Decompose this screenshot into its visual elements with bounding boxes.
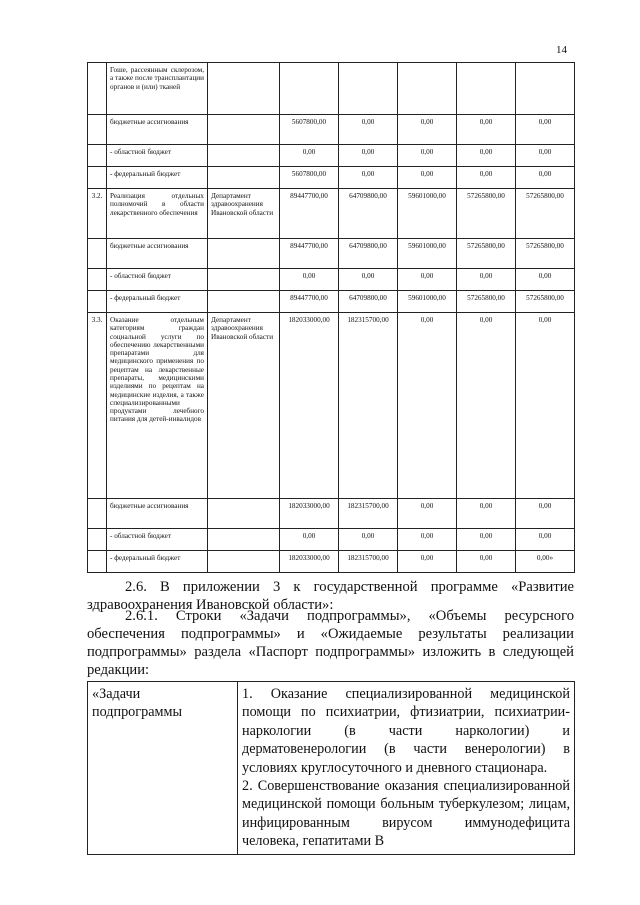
row-value: 59601000,00: [398, 291, 457, 313]
row-value: 57265800,00: [516, 189, 575, 239]
row-value: 182033000,00: [280, 313, 339, 499]
paragraph-2-6-1: 2.6.1. Строки «Задачи подпрограммы», «Объемы ресурсного обеспечения подпрограммы» и «Ожидаемые результаты реализации подпрограммы» раздела «Паспорт подпрограммы» изложить в следующей редакции:: [87, 608, 574, 678]
row-value: 59601000,00: [398, 239, 457, 269]
row-number: [88, 551, 107, 573]
row-value: 0,00: [457, 145, 516, 167]
tasks-content: [238, 682, 575, 855]
row-value: 0,00: [516, 145, 575, 167]
row-name: бюджетные ассигнования: [107, 239, 208, 269]
row-number: [88, 239, 107, 269]
row-name: - федеральный бюджет: [107, 551, 208, 573]
row-number: [88, 63, 107, 115]
row-value: 0,00: [457, 313, 516, 499]
row-value: 0,00: [339, 115, 398, 145]
row-value: 0,00: [516, 269, 575, 291]
row-value: 57265800,00: [516, 291, 575, 313]
row-value: 182315700,00: [339, 499, 398, 529]
row-value: [516, 63, 575, 115]
row-number: [88, 167, 107, 189]
row-number: [88, 115, 107, 145]
row-value: 0,00: [516, 529, 575, 551]
row-value: 89447700,00: [280, 189, 339, 239]
funding-table: [87, 62, 575, 573]
row-value: 0,00: [457, 115, 516, 145]
row-number: [88, 499, 107, 529]
row-executor: [208, 239, 280, 269]
row-value: [457, 63, 516, 115]
row-number: [88, 529, 107, 551]
row-value: 0,00: [516, 115, 575, 145]
row-value: 0,00: [457, 551, 516, 573]
table-row: [88, 529, 575, 551]
row-value: [280, 63, 339, 115]
row-executor: [208, 551, 280, 573]
table-row: [88, 115, 575, 145]
row-value: 59601000,00: [398, 189, 457, 239]
row-value: 64709800,00: [339, 239, 398, 269]
table-row: [88, 291, 575, 313]
row-value: 0,00: [339, 145, 398, 167]
row-value: 57265800,00: [457, 291, 516, 313]
table-row: [88, 313, 575, 499]
row-executor: [208, 269, 280, 291]
table-row: [88, 63, 575, 115]
tasks-label: «Задачи подпрограммы: [88, 682, 238, 855]
row-number: [88, 291, 107, 313]
row-value: 5607800,00: [280, 115, 339, 145]
row-value: 0,00: [457, 529, 516, 551]
row-name: - областной бюджет: [107, 529, 208, 551]
row-value: 0,00: [339, 529, 398, 551]
row-number: 3.2.: [88, 189, 107, 239]
row-name: Гоше, рассеянным склерозом, а также после трансплантации органов и (или) тканей: [107, 63, 208, 115]
row-value: 182315700,00: [339, 313, 398, 499]
row-executor: [208, 291, 280, 313]
row-executor: [208, 529, 280, 551]
table-row: [88, 269, 575, 291]
row-value: 5607800,00: [280, 167, 339, 189]
row-value: 0,00: [280, 145, 339, 167]
table-row: [88, 551, 575, 573]
row-value: 0,00: [280, 269, 339, 291]
row-number: [88, 269, 107, 291]
row-value: 0,00: [516, 167, 575, 189]
task-item-2: 2. Совершенствование оказания специализированной медицинской помощи больным туберкулезом; лицам, инфицированным вирусом иммунодефицита человека, гепатитами В: [242, 778, 570, 850]
row-number: 3.3.: [88, 313, 107, 499]
row-value: 57265800,00: [516, 239, 575, 269]
row-value: 64709800,00: [339, 189, 398, 239]
row-value: 182033000,00: [280, 551, 339, 573]
row-value: 0,00: [398, 551, 457, 573]
row-executor: [208, 115, 280, 145]
row-value: [339, 63, 398, 115]
table-row: [88, 145, 575, 167]
row-executor: [208, 499, 280, 529]
row-number: [88, 145, 107, 167]
row-name: - областной бюджет: [107, 145, 208, 167]
row-value: 182315700,00: [339, 551, 398, 573]
row-name: бюджетные ассигнования: [107, 115, 208, 145]
row-name: Реализация отдельных полномочий в области лекарственного обеспечения: [107, 189, 208, 239]
row-executor: [208, 167, 280, 189]
row-value: 64709800,00: [339, 291, 398, 313]
task-item-1: 1. Оказание специализированной медицинской помощи по психиатрии, фтизиатрии, психиатрии-наркологии (в части наркологии) и дерматовенерологии (в части венерологии) в условиях круглосуточного и дневного стационара.: [242, 686, 570, 776]
row-value: 0,00: [457, 167, 516, 189]
table-row: [88, 189, 575, 239]
row-executor: Департамент здравоохранения Ивановской области: [208, 189, 280, 239]
row-name: - областной бюджет: [107, 269, 208, 291]
table-row: [88, 167, 575, 189]
row-value: 0,00: [398, 145, 457, 167]
row-value: 0,00: [457, 269, 516, 291]
row-value: 0,00: [398, 115, 457, 145]
row-value: 0,00: [516, 499, 575, 529]
row-value: 0,00: [339, 167, 398, 189]
row-value: 182033000,00: [280, 499, 339, 529]
page-number: 14: [556, 44, 567, 56]
table-row: [88, 499, 575, 529]
row-value: 0,00»: [516, 551, 575, 573]
row-executor: [208, 145, 280, 167]
row-value: 0,00: [516, 313, 575, 499]
row-executor: Департамент здравоохранения Ивановской области: [208, 313, 280, 499]
tasks-table: [87, 681, 575, 855]
tasks-row: [88, 682, 575, 855]
row-value: 0,00: [457, 499, 516, 529]
row-name: Оказание отдельным категориям граждан социальной услуги по обеспечению лекарственными препаратами для медицинского применения по рецептам на лекарственные препараты, медицинскими изделиями по рецептам на медицинские изделия, а также специализированными продуктами лечебного питания для детей-инвалидов: [107, 313, 208, 499]
row-value: 0,00: [398, 529, 457, 551]
row-value: [398, 63, 457, 115]
paragraph-2-6: 2.6. В приложении 3 к государственной программе «Развитие здравоохранения Ивановской области»:: [87, 579, 574, 613]
row-value: 57265800,00: [457, 189, 516, 239]
row-value: 0,00: [280, 529, 339, 551]
row-value: 0,00: [398, 167, 457, 189]
row-value: 0,00: [398, 269, 457, 291]
table-row: [88, 239, 575, 269]
row-value: 89447700,00: [280, 239, 339, 269]
row-name: - федеральный бюджет: [107, 167, 208, 189]
row-executor: [208, 63, 280, 115]
row-value: 0,00: [339, 269, 398, 291]
row-value: 57265800,00: [457, 239, 516, 269]
row-name: бюджетные ассигнования: [107, 499, 208, 529]
row-value: 0,00: [398, 499, 457, 529]
row-value: 89447700,00: [280, 291, 339, 313]
row-name: - федеральный бюджет: [107, 291, 208, 313]
row-value: 0,00: [398, 313, 457, 499]
